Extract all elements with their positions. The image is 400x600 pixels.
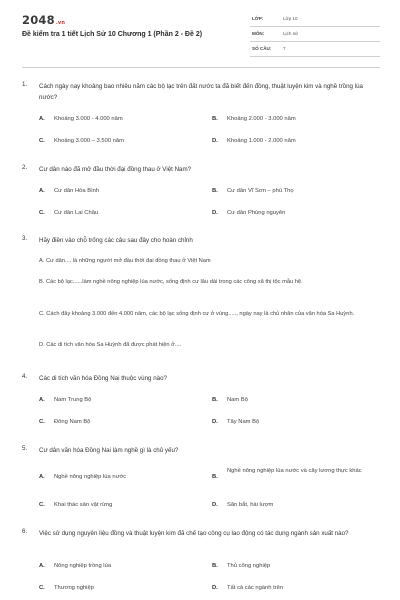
option-letter: C. — [39, 585, 45, 591]
meta-class-row — [250, 12, 380, 27]
option-text: Khoảng 1.000 - 2.000 năm — [227, 138, 296, 144]
option-text: Nông nghiệp trồng lúa — [54, 563, 112, 569]
question-number: 3. — [22, 235, 28, 242]
question-text: Cách ngày nay khoảng bao nhiêu năm các bộ lạc trên đất nước ta đã biết đến đồng, thuật luyện kim và nghề trồng lúa nước? — [39, 83, 363, 101]
option-text: Thương nghiệp — [54, 585, 94, 591]
option-letter: B. — [212, 563, 218, 569]
question-number: 1. — [22, 81, 28, 88]
option-letter: A. — [39, 397, 45, 403]
meta-subject-row — [250, 27, 380, 42]
option-letter: B. — [212, 116, 218, 122]
option-letter: C. — [39, 138, 45, 144]
option-text: Cư dân Lai Châu — [54, 210, 99, 216]
option-letter: A. — [39, 116, 45, 122]
meta-count-row — [250, 42, 380, 57]
option-text: Khoảng 3.000 - 4.000 năm — [54, 116, 123, 122]
meta-subject-key: MÔN: — [252, 31, 265, 36]
option-letter: B. — [212, 474, 218, 480]
option-text: Nam Bộ — [227, 397, 248, 403]
option-letter: C. — [39, 502, 45, 508]
option-letter: D. — [212, 138, 218, 144]
logo-text: 2048 — [22, 13, 55, 27]
option-text: Khoảng 2.000 - 3.000 năm — [227, 116, 296, 122]
option-letter: A. — [39, 188, 45, 194]
option-text: Săn bắt, hái lượm — [227, 502, 274, 508]
option-letter: C. — [39, 210, 45, 216]
option-text: Nghề nông nghiệp lúa nước và cây lương thực khác — [227, 468, 362, 474]
meta-subject-value: Lịch sử — [283, 31, 299, 36]
meta-count-key: SỐ CÂU: — [252, 46, 272, 51]
logo-suffix: .vn — [55, 20, 66, 26]
question-text: Cư dân văn hóa Đồng Nai làm nghề gì là chủ yếu? — [39, 447, 179, 454]
option-text: Khai thác sản vật rừng — [54, 502, 113, 508]
option-letter: A. — [39, 474, 45, 480]
fill-blank-statement: C. Cách đây khoảng 3.000 đến 4.000 năm, các bộ lạc sống định cư ở vùng....., ngày nay là chủ nhân của văn hóa Sa Huỳnh. — [39, 311, 355, 317]
option-letter: D. — [212, 210, 218, 216]
option-letter: D. — [212, 585, 218, 591]
option-letter: C. — [39, 419, 45, 425]
option-text: Cư dân Vĩ Sơn – phú Thọ — [227, 188, 294, 194]
option-letter: B. — [212, 397, 218, 403]
option-text: Tây Nam Bộ — [227, 419, 260, 425]
option-text: Cư dân Phùng nguyên — [227, 210, 286, 216]
exam-title: Đề kiểm tra 1 tiết Lịch Sử 10 Chương 1 (Phần 2 - Đề 2) — [22, 31, 203, 38]
question-number: 6. — [22, 528, 28, 535]
option-text: Thủ công nghiệp — [227, 563, 271, 569]
option-text: Nghề nông nghiệp lúa nước — [54, 474, 127, 480]
question-text: Hãy điền vào chỗ trống các câu sau đây cho hoàn chỉnh — [39, 237, 193, 244]
option-text: Khoảng 3.000 – 3.500 năm — [54, 138, 124, 144]
fill-blank-statement: A. Cư dân.... là những người mở đầu thời đại đồng thau ở Việt Nam — [39, 258, 211, 264]
meta-count-value: 7 — [283, 46, 286, 51]
fill-blank-statement: D. Các di tích văn hóa Sa Huỳnh đã được phát hiện ở.... — [39, 342, 182, 348]
question-number: 5. — [22, 445, 28, 452]
option-letter: A. — [39, 563, 45, 569]
option-text: Tất cả các ngành trên — [227, 585, 284, 591]
option-text: Nam Trung Bộ — [54, 397, 92, 403]
question-text: Các di tích văn hóa Đồng Nai thuộc vùng nào? — [39, 375, 167, 382]
meta-class-key: LỚP: — [252, 16, 264, 21]
site-logo[interactable] — [22, 13, 65, 27]
question-number: 4. — [22, 373, 28, 380]
header-divider — [22, 67, 380, 68]
option-letter: B. — [212, 188, 218, 194]
option-text: Cư dân Hòa Bình — [54, 188, 100, 194]
option-letter: D. — [212, 502, 218, 508]
question-number: 2. — [22, 164, 28, 171]
question-text: Cư dân nào đã mở đầu thời đại đồng thau ở Việt Nam? — [39, 166, 192, 173]
option-letter: D. — [212, 419, 218, 425]
question-text: Việc sử dụng nguyên liệu đồng và thuật luyện kim đã chế tạo công cụ lao động có tác dụng ngành sản xuất nào? — [39, 530, 349, 537]
option-text: Đông Nam Bộ — [54, 419, 91, 425]
meta-class-value: Lớp 10 — [283, 16, 298, 21]
fill-blank-statement: B. Các bộ lạc......làm nghề nông nghiệp lúa nước, sống định cư lâu dài trong các công xã thị tộc mẫu hệ. — [39, 279, 303, 285]
